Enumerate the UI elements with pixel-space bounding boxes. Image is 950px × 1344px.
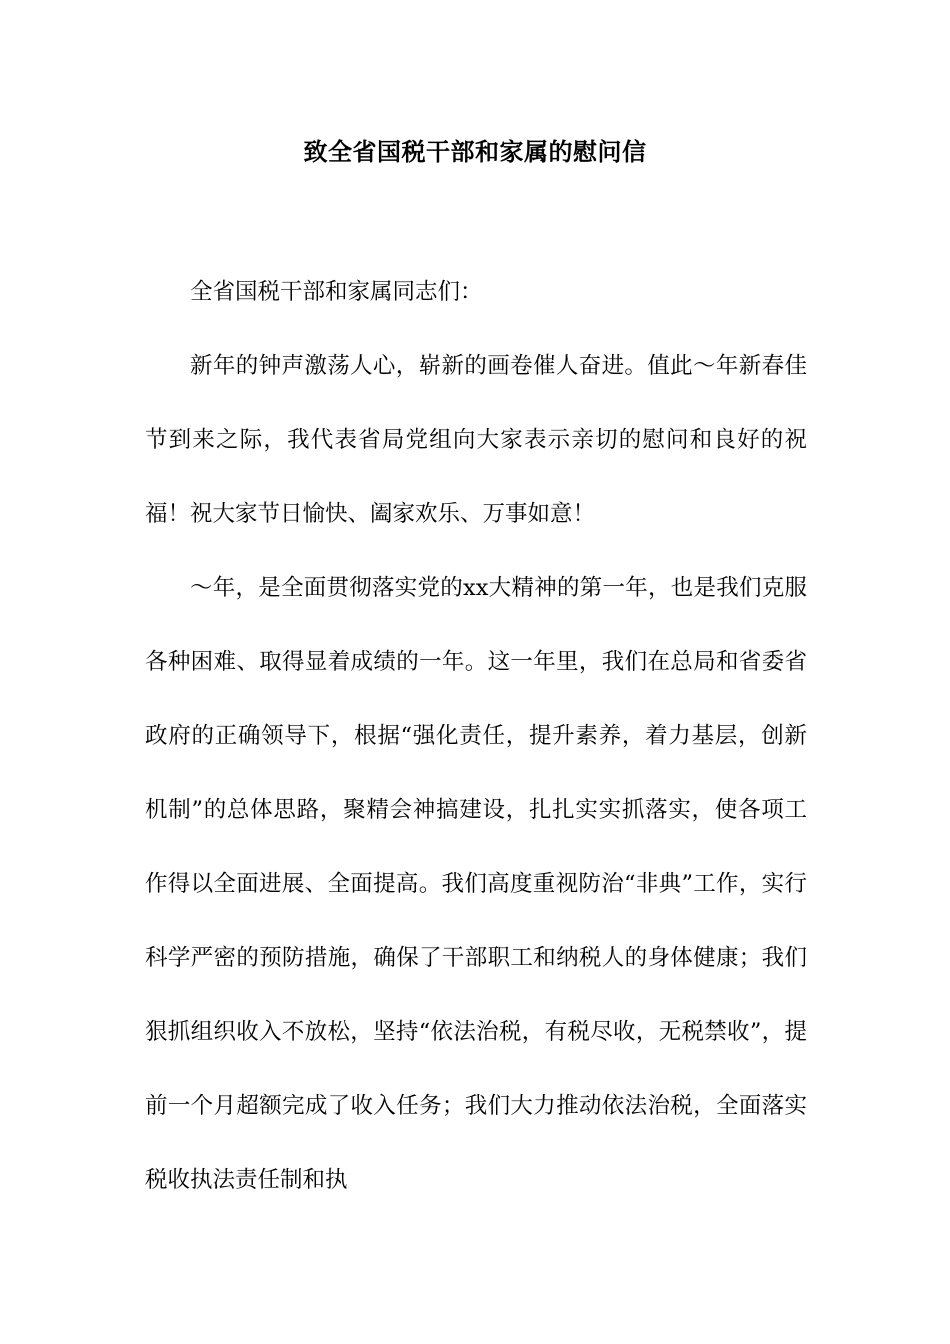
salutation: 全省国税干部和家属同志们： (190, 279, 483, 305)
document-title: 致全省国税干部和家属的慰问信 (303, 137, 647, 166)
paragraph-1: 新年的钟声激荡人心，崭新的画卷催人奋进。值此～年新春佳节到来之际，我代表省局党组向大家表示亲切的慰问和良好的祝福！祝大家节日愉快、阖家欢乐、万事如意！ (145, 353, 807, 527)
paragraph-2: ～年，是全面贯彻落实党的xx大精神的第一年，也是我们克服各种困难、取得显着成绩的一年。这一年里，我们在总局和省委省政府的正确领导下，根据“强化责任，提升素养，着力基层，创新机制”的总体思路，聚精会神搞建设，扎扎实实抓落实，使各项工作得以全面进展、全面提高。我们高度重视防治“非典”工作，实行科学严密的预防措施，确保了干部职工和纳税人的身体健康；我们狠抓组织收入不放松，坚持“依法治税，有税尽收，无税禁收”，提前一个月超额完成了收入任务；我们大力推动依法治税，全面落实税收执法责任制和执 (145, 575, 807, 1193)
letter-body (145, 255, 807, 1217)
